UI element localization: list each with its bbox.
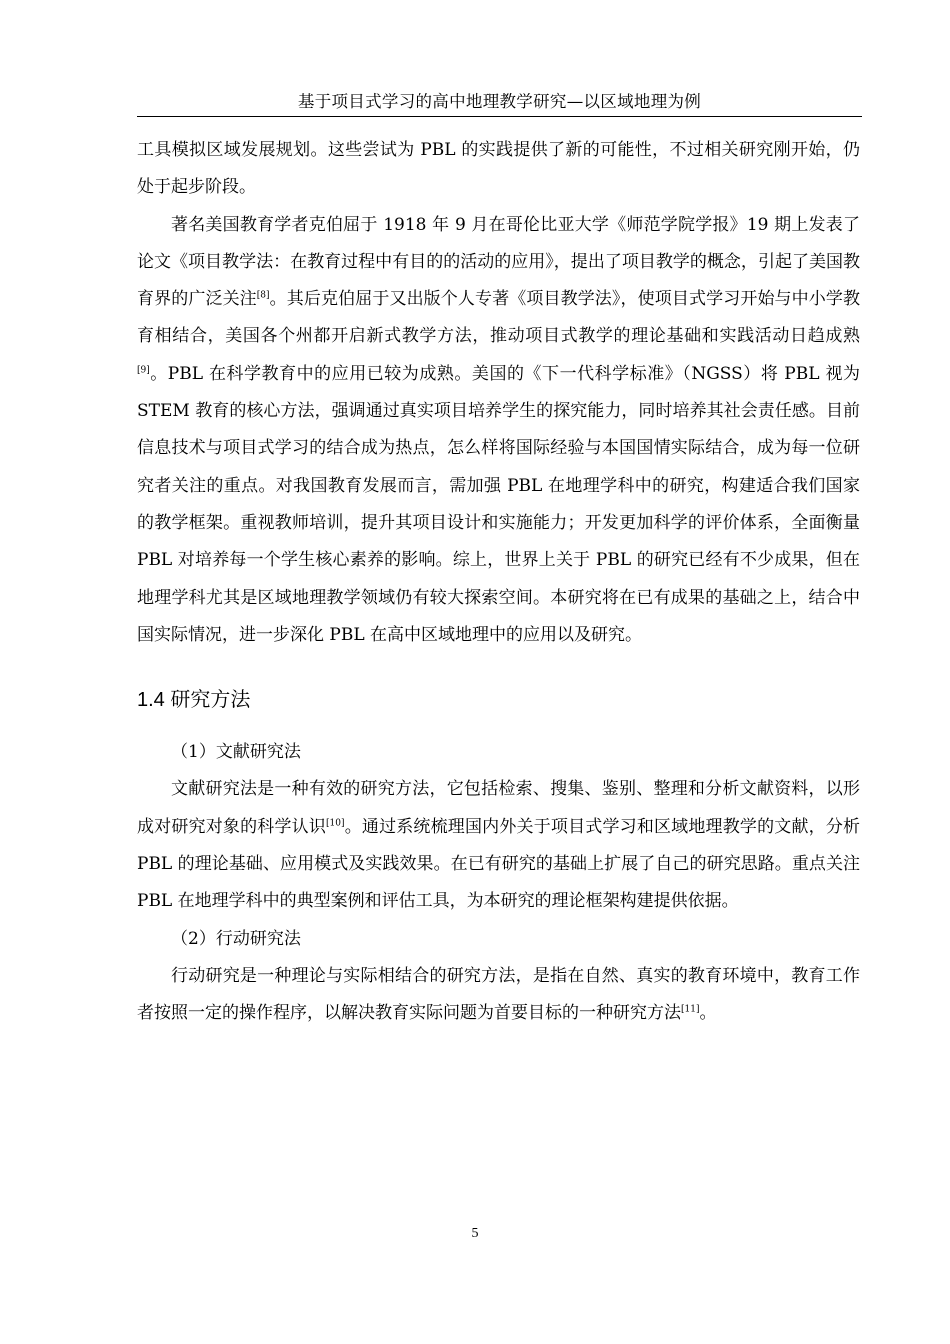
citation-9: [9] xyxy=(137,365,150,376)
citation-8: [8] xyxy=(256,290,270,301)
page-body xyxy=(137,132,860,1033)
paragraph-text: 行动研究是一种理论与实际相结合的研究方法，是指在自然、真实的教育环境中，教育工作者按照一定的操作程序，以解决教育实际问题为首要目标的一种研究方法 xyxy=(137,965,860,1024)
citation-11: [11] xyxy=(681,1004,700,1015)
paragraph-text: 。通过系统梳理国内外关于项目式学习和区域地理教学的文献，分析 PBL 的理论基础、应用模式及实践效果。在已有研究的基础上扩展了自己的研究思路。重点关注 PBL 在地理学科中的典型案例和评估工具，为本研究的理论框架构建提供依据。 xyxy=(137,816,861,912)
citation-10: [10] xyxy=(326,818,345,829)
paragraph-continuation: 工具模拟区域发展规划。这些尝试为 PBL 的实践提供了新的可能性，不过相关研究刚开始，仍处于起步阶段。 xyxy=(137,140,860,198)
paragraph-literature-method xyxy=(137,771,860,920)
paragraph-text: 文献研究法是一种有效的研究方法，它包括检索、搜集、鉴别、整理和分析文献资料，以形成对研究对象的科学认识 xyxy=(137,779,860,837)
section-heading: 1.4 研究方法 xyxy=(137,689,251,712)
running-header: 基于项目式学习的高中地理教学研究—以区域地理为例 xyxy=(137,88,862,117)
subheading-literature-method: （1）文献研究法 xyxy=(171,742,301,763)
paragraph-text: 。PBL 在科学教育中的应用已较为成熟。美国的《下一代科学标准》（NGSS）将 PBL 视为 STEM 教育的核心方法，强调通过真实项目培养学生的探究能力，同时培养其社会责任感。目前信息技术与项目式学习的结合成为热点，怎么样将国际经验与本国国情实际结合，成为每一位研究者关注的重点。对我国教育发展而言，需加强 PBL 在地理学科中的研究，构建适合我们国家的教学框架。重视教师培训，提升其项目设计和实施能力；开发更加科学的评价体系，全面衡量 PBL 对培养每一个学生核心素养的影响。综上，世界上关于 PBL 的研究已经有不少成果，但在地理学科尤其是区域地理教学领域仍有较大探索空间。本研究将在已有成果的基础之上，结合中国实际情况，进一步深化 PBL 在高中区域地理中的应用以及研究。 xyxy=(137,363,860,645)
paragraph-text: 著名美国教育学者克伯屈于 1918 年 9 月在哥伦比亚大学《师范学院学报》19 期上发表了论文《项目教学法：在教育过程中有目的的活动的应用》，提出了项目教学的概念，引起了美国教育界的广泛关注 xyxy=(137,214,860,310)
subheading-action-research: （2）行动研究法 xyxy=(171,928,301,949)
paragraph-action-research xyxy=(137,958,860,1033)
paragraph-text: 。其后克伯屈于又出版个人专著《项目教学法》，使项目式学习开始与中小学教育相结合，美国各个州都开启新式教学方法，推动项目式教学的理论基础和实践活动日趋成熟 xyxy=(137,289,861,347)
paragraph-text: 。 xyxy=(699,1003,717,1024)
page-number: 5 xyxy=(471,1226,479,1241)
paragraph-kilpatrick xyxy=(137,207,860,655)
